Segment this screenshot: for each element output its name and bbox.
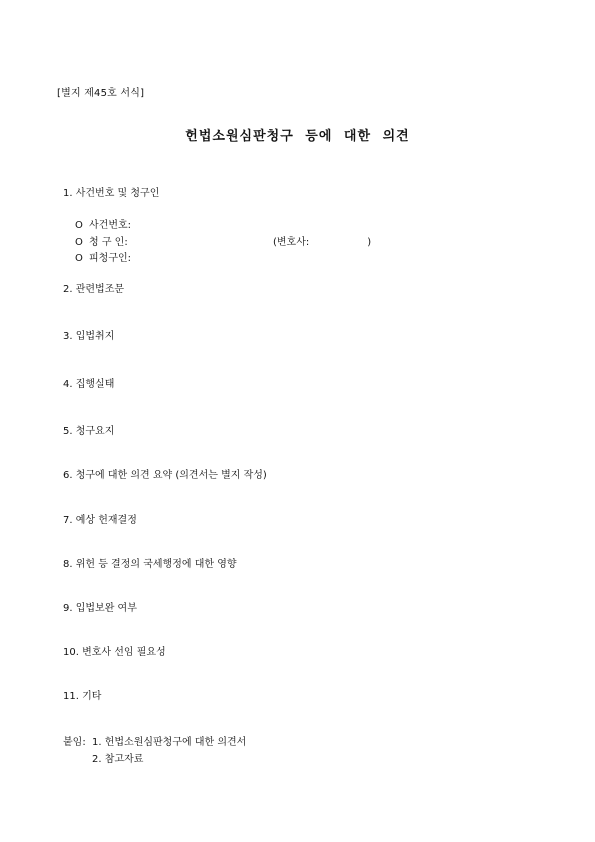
circle-bullet-icon: O [75, 237, 83, 248]
field-respondent [75, 249, 131, 264]
lawyer-field [273, 233, 371, 248]
section-9-legislative-supplement: 9. 입법보완 여부 [63, 603, 137, 614]
attachment-item-1: 1. 헌법소원심판청구에 대한 의견서 [92, 737, 247, 748]
form-number-label: [별지 제45호 서식] [57, 88, 145, 99]
section-7-expected-decision: 7. 예상 헌재결정 [63, 515, 137, 526]
section-1-case-number: 1. 사건번호 및 청구인 [63, 188, 160, 199]
field-claimant [75, 233, 128, 248]
circle-bullet-icon: O [75, 253, 83, 264]
section-4-enforcement-status: 4. 집행실태 [63, 379, 115, 390]
section-10-lawyer-need: 10. 변호사 선임 필요성 [63, 647, 166, 658]
lawyer-label: (변호사: [273, 237, 310, 248]
field-case-number [75, 216, 131, 231]
field-label: 피청구인: [89, 253, 132, 264]
section-8-impact: 8. 위헌 등 결정의 국세행정에 대한 영향 [63, 559, 237, 570]
field-label: 청 구 인: [89, 237, 128, 248]
field-label: 사건번호: [89, 220, 132, 231]
attachments-label: 붙임: [63, 737, 86, 748]
section-6-opinion-summary: 6. 청구에 대한 의견 요약 (의견서는 별지 작성) [63, 470, 267, 481]
lawyer-close: ) [367, 237, 372, 248]
circle-bullet-icon: O [75, 220, 83, 231]
section-11-other: 11. 기타 [63, 691, 102, 702]
document-title: 헌법소원심판청구 등에 대한 의견 [185, 129, 410, 144]
attachment-item-2: 2. 참고자료 [92, 754, 144, 765]
section-5-claim-summary: 5. 청구요지 [63, 426, 115, 437]
section-3-legislative-intent: 3. 입법취지 [63, 331, 115, 342]
section-2-related-laws: 2. 관련법조문 [63, 284, 125, 295]
